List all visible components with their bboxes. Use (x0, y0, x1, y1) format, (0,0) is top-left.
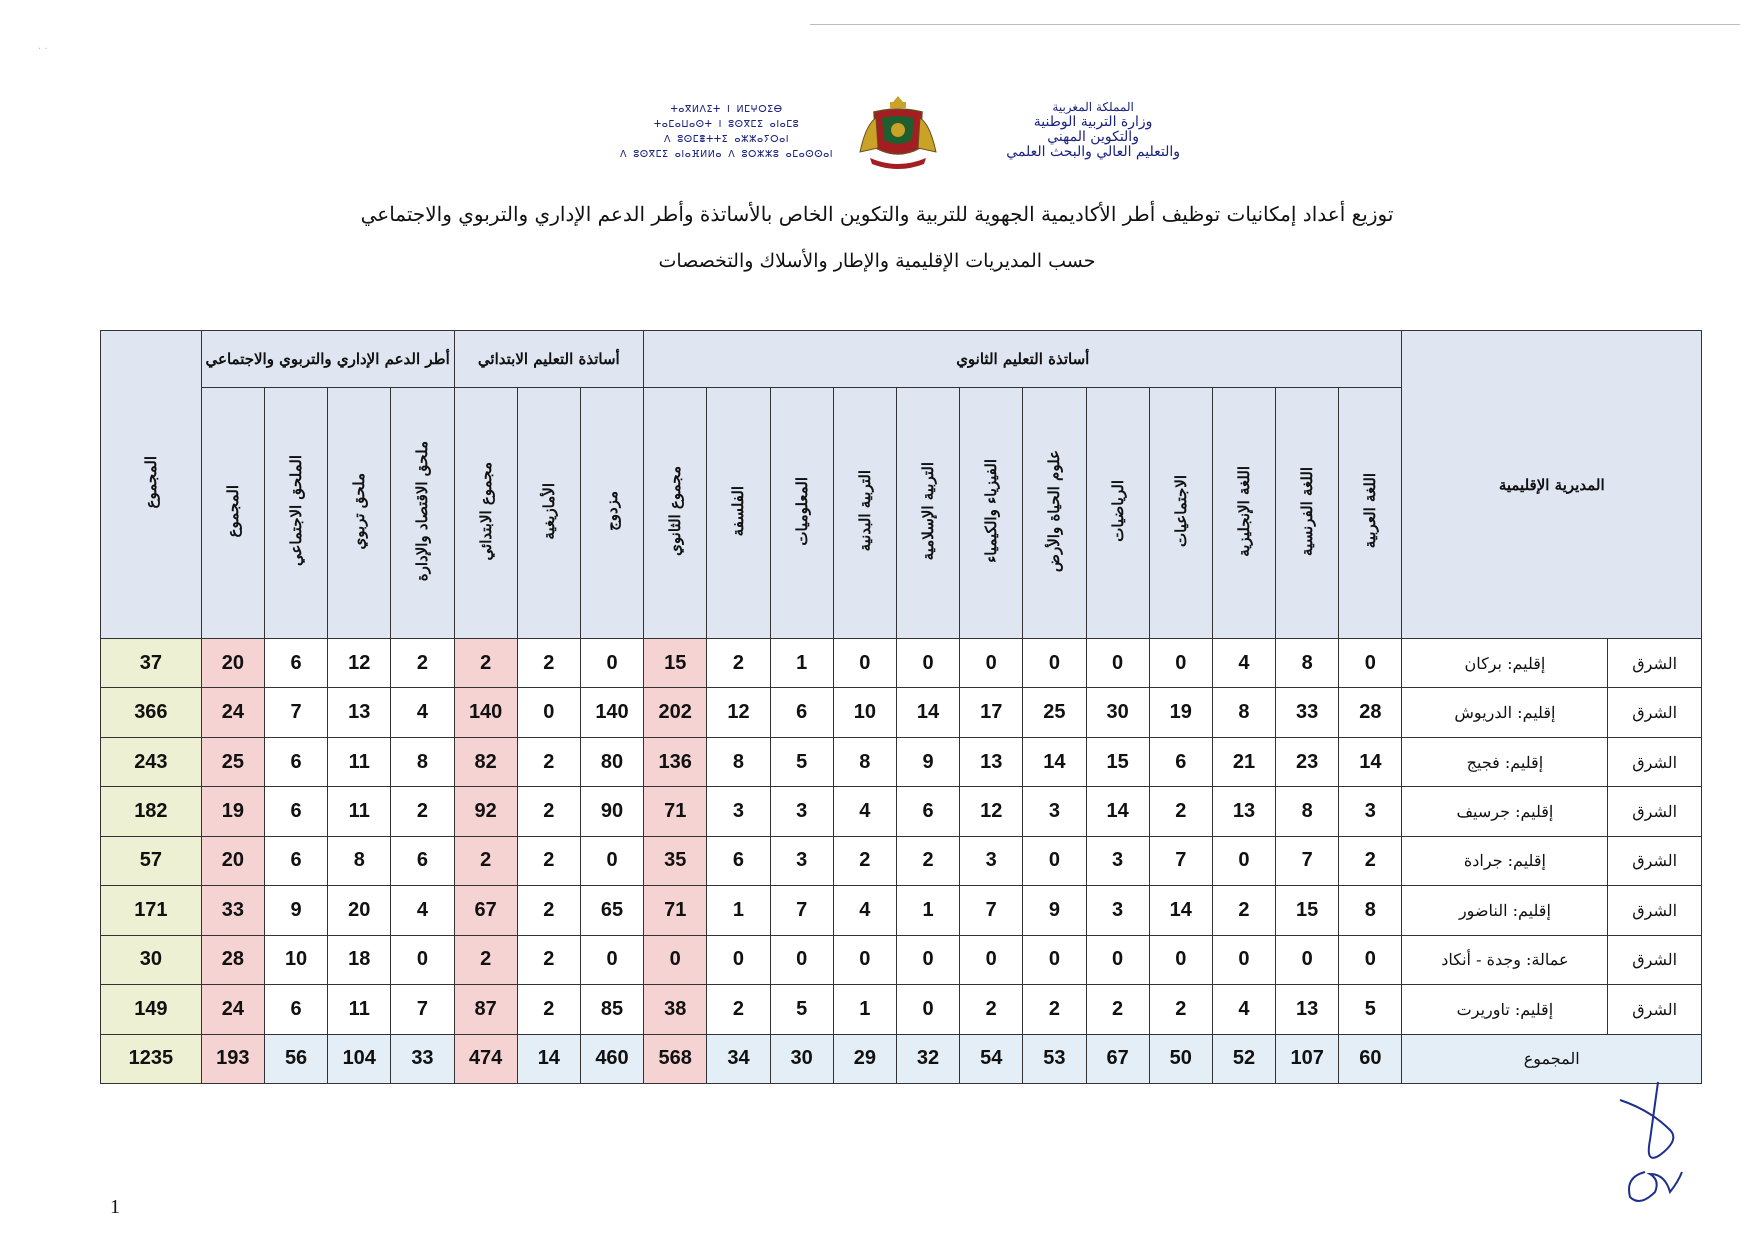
cell-primary: 2 (517, 639, 580, 688)
totals-secondary: 67 (1086, 1034, 1149, 1084)
cell-secondary: 7 (770, 886, 833, 935)
cell-support: 7 (264, 688, 327, 737)
cell-secondary: 5 (770, 737, 833, 786)
col-header-primary (517, 388, 580, 639)
col-header-label: مزدوج (603, 491, 621, 531)
cell-secondary: 2 (1212, 886, 1275, 935)
cell-secondary: 19 (1149, 688, 1212, 737)
cell-region: الشرق (1608, 935, 1702, 984)
cell-region: الشرق (1608, 639, 1702, 688)
cell-province: إقليم: تاوريرت (1402, 985, 1608, 1034)
cell-support: 2 (391, 639, 454, 688)
cell-support-total: 20 (201, 836, 264, 885)
col-header-label: اللغة العربية (1361, 473, 1380, 549)
cell-secondary: 2 (1339, 836, 1402, 885)
cell-secondary: 0 (896, 935, 959, 984)
cell-secondary: 8 (1339, 886, 1402, 935)
cell-secondary: 13 (960, 737, 1023, 786)
col-header-label: الفلسفة (729, 485, 748, 537)
cell-province: إقليم: فجيج (1402, 737, 1608, 786)
cell-secondary: 17 (960, 688, 1023, 737)
col-header-label: الأمازيغية (539, 482, 558, 540)
col-header-label: الاجتماعيات (1171, 475, 1190, 547)
cell-secondary: 15 (1086, 737, 1149, 786)
totals-secondary: 568 (644, 1034, 707, 1084)
cell-secondary: 12 (960, 787, 1023, 836)
cell-region: الشرق (1608, 886, 1702, 935)
cell-support: 12 (328, 639, 391, 688)
cell-secondary-total: 35 (644, 836, 707, 885)
cell-primary: 0 (580, 836, 643, 885)
cell-secondary: 0 (1086, 935, 1149, 984)
cell-secondary: 2 (707, 639, 770, 688)
totals-grand-total: 1235 (101, 1034, 202, 1084)
cell-support-total: 24 (201, 985, 264, 1034)
cell-secondary: 14 (1086, 787, 1149, 836)
cell-secondary: 0 (1023, 935, 1086, 984)
table-row (101, 688, 1702, 737)
cell-secondary: 0 (1276, 935, 1339, 984)
cell-primary: 0 (580, 935, 643, 984)
cell-secondary: 1 (833, 985, 896, 1034)
cell-primary: 2 (517, 886, 580, 935)
col-header-secondary (1339, 388, 1402, 639)
arabic-org-line: وزارة التربية الوطنية (1033, 114, 1153, 130)
cell-secondary: 21 (1212, 737, 1275, 786)
arabic-org-line: المملكة المغربية (1052, 100, 1134, 114)
cell-secondary: 0 (707, 935, 770, 984)
col-header-secondary-total (644, 388, 707, 639)
totals-primary: 460 (580, 1034, 643, 1084)
cell-secondary: 2 (960, 985, 1023, 1034)
group-header-primary: أساتذة التعليم الابتدائي (454, 331, 644, 388)
cell-secondary: 0 (1149, 639, 1212, 688)
col-header-label: التربية البدنية (855, 470, 874, 552)
cell-primary: 90 (580, 787, 643, 836)
cell-region: الشرق (1608, 688, 1702, 737)
cell-support-total: 25 (201, 737, 264, 786)
table-row (101, 935, 1702, 984)
cell-primary-total: 92 (454, 787, 517, 836)
cell-primary-total: 140 (454, 688, 517, 737)
page-number: 1 (110, 1196, 120, 1218)
cell-secondary-total: 71 (644, 787, 707, 836)
cell-region: الشرق (1608, 737, 1702, 786)
cell-region: الشرق (1608, 787, 1702, 836)
cell-secondary: 2 (1149, 985, 1212, 1034)
col-header-support-total (201, 388, 264, 639)
cell-secondary: 4 (833, 787, 896, 836)
signature-icon (1600, 1080, 1720, 1210)
cell-grand-total: 37 (101, 639, 202, 688)
totals-primary: 14 (517, 1034, 580, 1084)
table-row (101, 639, 1702, 688)
col-header-label: اللغة الفرنسية (1298, 466, 1317, 556)
cell-support: 8 (391, 737, 454, 786)
cell-secondary: 8 (1276, 787, 1339, 836)
arabic-org-line: والتكوين المهني (1047, 129, 1139, 145)
col-header-primary-total (454, 388, 517, 639)
totals-secondary: 50 (1149, 1034, 1212, 1084)
cell-support-total: 24 (201, 688, 264, 737)
cell-primary-total: 2 (454, 836, 517, 885)
col-header-label: التربية الإسلامية (919, 461, 938, 561)
cell-support: 2 (391, 787, 454, 836)
cell-secondary: 0 (833, 639, 896, 688)
tifinagh-line: ⴷ ⵓⵙⵎⴻⵜⵜⵉ ⴰⵣⵣⴰⵢⵔⴰⵏ (664, 134, 790, 145)
cell-secondary: 2 (1149, 787, 1212, 836)
cell-secondary: 3 (1086, 836, 1149, 885)
letterhead (620, 92, 1180, 184)
cell-secondary: 2 (833, 836, 896, 885)
cell-support: 6 (391, 836, 454, 885)
cell-secondary: 4 (1212, 985, 1275, 1034)
cell-secondary: 8 (1212, 688, 1275, 737)
cell-secondary: 0 (1212, 935, 1275, 984)
cell-secondary: 4 (1212, 639, 1275, 688)
cell-secondary: 13 (1212, 787, 1275, 836)
cell-support: 11 (328, 737, 391, 786)
totals-secondary: 52 (1212, 1034, 1275, 1084)
col-header-directorate: المديرية الإقليمية (1402, 331, 1702, 639)
cell-support: 0 (391, 935, 454, 984)
cell-grand-total: 171 (101, 886, 202, 935)
totals-secondary: 54 (960, 1034, 1023, 1084)
top-rule (810, 24, 1740, 25)
cell-primary: 2 (517, 787, 580, 836)
cell-secondary-total: 15 (644, 639, 707, 688)
cell-secondary: 9 (1023, 886, 1086, 935)
cell-secondary: 3 (1339, 787, 1402, 836)
col-header-label: علوم الحياة والأرض (1045, 449, 1064, 573)
cell-primary-total: 82 (454, 737, 517, 786)
col-header-label: مجموع الثانوي (666, 466, 685, 556)
arabic-org-name (1006, 100, 1180, 160)
cell-primary: 2 (517, 985, 580, 1034)
cell-grand-total: 182 (101, 787, 202, 836)
col-header-secondary (896, 388, 959, 639)
cell-secondary: 0 (1339, 935, 1402, 984)
col-header-label: مجموع الابتدائي (476, 461, 495, 561)
totals-label: المجموع (1402, 1034, 1702, 1084)
col-header-secondary (1276, 388, 1339, 639)
cell-support: 9 (264, 886, 327, 935)
arabic-org-line: والتعليم العالي والبحث العلمي (1006, 144, 1180, 160)
totals-secondary: 30 (770, 1034, 833, 1084)
cell-secondary: 8 (833, 737, 896, 786)
tifinagh-org-name (620, 102, 833, 162)
cell-secondary: 33 (1276, 688, 1339, 737)
cell-support: 18 (328, 935, 391, 984)
totals-secondary: 107 (1276, 1034, 1339, 1084)
scan-speck: · · (38, 44, 48, 55)
cell-secondary: 7 (1276, 836, 1339, 885)
cell-secondary: 0 (1149, 935, 1212, 984)
col-header-label: المجموع (223, 484, 242, 538)
cell-secondary: 13 (1276, 985, 1339, 1034)
col-header-label: الفيزياء والكيمياء (982, 459, 1001, 563)
table-row (101, 886, 1702, 935)
cell-region: الشرق (1608, 985, 1702, 1034)
col-header-label: ملحق تربوي (350, 472, 369, 550)
cell-secondary: 3 (1023, 787, 1086, 836)
cell-support: 4 (391, 886, 454, 935)
cell-secondary-total: 38 (644, 985, 707, 1034)
tifinagh-line: ⴷ ⵓⵙⴳⵎⵉ ⴰⵏⴰⴼⵍⵍⴰ ⴷ ⵓⵔⵣⵣⵓ ⴰⵎⴰⵙⵙⴰⵏ (620, 149, 834, 160)
cell-secondary: 5 (770, 985, 833, 1034)
cell-grand-total: 30 (101, 935, 202, 984)
cell-secondary: 0 (1339, 639, 1402, 688)
cell-secondary: 3 (770, 787, 833, 836)
cell-secondary: 7 (1149, 836, 1212, 885)
cell-primary: 80 (580, 737, 643, 786)
cell-secondary: 6 (1149, 737, 1212, 786)
cell-primary-total: 2 (454, 935, 517, 984)
cell-secondary: 0 (960, 639, 1023, 688)
col-header-secondary (833, 388, 896, 639)
cell-support: 11 (328, 787, 391, 836)
cell-support: 4 (391, 688, 454, 737)
cell-secondary: 4 (833, 886, 896, 935)
cell-grand-total: 149 (101, 985, 202, 1034)
cell-primary: 65 (580, 886, 643, 935)
document-title: توزيع أعداد إمكانيات توظيف أطر الأكاديمية الجهوية للتربية والتكوين الخاص بالأساتذة وأطر الدعم الإداري والتربوي والاجتماعي (360, 202, 1394, 226)
table-row (101, 836, 1702, 885)
cell-support: 8 (328, 836, 391, 885)
cell-primary-total: 67 (454, 886, 517, 935)
cell-primary: 140 (580, 688, 643, 737)
cell-secondary: 30 (1086, 688, 1149, 737)
cell-support: 11 (328, 985, 391, 1034)
tifinagh-line: ⵜⴰⴳⵍⴷⵉⵜ ⵏ ⵍⵎⵖⵔⵉⴱ (670, 104, 783, 115)
cell-support: 13 (328, 688, 391, 737)
table-row (101, 737, 1702, 786)
col-header-secondary (770, 388, 833, 639)
totals-support: 33 (391, 1034, 454, 1084)
cell-region: الشرق (1608, 836, 1702, 885)
group-header-secondary: أساتذة التعليم الثانوي (644, 331, 1402, 388)
col-header-label: المعلوميات (792, 476, 811, 546)
col-header-label: ملحق الاقتصاد والإدارة (413, 440, 432, 582)
totals-secondary: 53 (1023, 1034, 1086, 1084)
cell-secondary: 9 (896, 737, 959, 786)
totals-support: 56 (264, 1034, 327, 1084)
cell-primary: 2 (517, 836, 580, 885)
col-header-secondary (1149, 388, 1212, 639)
cell-support: 6 (264, 639, 327, 688)
totals-support: 193 (201, 1034, 264, 1084)
cell-secondary: 12 (707, 688, 770, 737)
cell-province: إقليم: جرسيف (1402, 787, 1608, 836)
cell-support: 6 (264, 737, 327, 786)
cell-secondary: 2 (707, 985, 770, 1034)
cell-secondary: 5 (1339, 985, 1402, 1034)
coat-of-arms-icon (852, 92, 944, 172)
cell-grand-total: 243 (101, 737, 202, 786)
cell-support: 6 (264, 787, 327, 836)
cell-secondary: 2 (896, 836, 959, 885)
col-header-support (328, 388, 391, 639)
cell-secondary: 15 (1276, 886, 1339, 935)
cell-primary: 2 (517, 737, 580, 786)
cell-primary-total: 87 (454, 985, 517, 1034)
cell-secondary: 6 (896, 787, 959, 836)
group-header-support: أطر الدعم الإداري والتربوي والاجتماعي (201, 331, 454, 388)
table-body (101, 639, 1702, 1084)
cell-secondary: 0 (770, 935, 833, 984)
cell-secondary: 1 (896, 886, 959, 935)
cell-primary-total: 2 (454, 639, 517, 688)
cell-secondary: 7 (960, 886, 1023, 935)
cell-secondary-total: 136 (644, 737, 707, 786)
cell-secondary: 2 (1023, 985, 1086, 1034)
cell-secondary: 25 (1023, 688, 1086, 737)
cell-support: 7 (391, 985, 454, 1034)
cell-province: إقليم: الدريوش (1402, 688, 1608, 737)
cell-secondary: 6 (770, 688, 833, 737)
cell-secondary: 0 (896, 639, 959, 688)
cell-secondary: 3 (707, 787, 770, 836)
cell-secondary: 0 (1086, 639, 1149, 688)
cell-support-total: 28 (201, 935, 264, 984)
cell-support-total: 20 (201, 639, 264, 688)
cell-secondary: 1 (707, 886, 770, 935)
cell-secondary-total: 0 (644, 935, 707, 984)
col-header-secondary (1212, 388, 1275, 639)
cell-secondary: 0 (960, 935, 1023, 984)
cell-province: إقليم: جرادة (1402, 836, 1608, 885)
cell-secondary: 1 (770, 639, 833, 688)
cell-secondary: 14 (1339, 737, 1402, 786)
col-header-secondary (1086, 388, 1149, 639)
cell-support: 20 (328, 886, 391, 935)
cell-secondary: 2 (1086, 985, 1149, 1034)
cell-secondary: 0 (1023, 639, 1086, 688)
cell-secondary: 3 (960, 836, 1023, 885)
document-subtitle: حسب المديريات الإقليمية والإطار والأسلاك والتخصصات (658, 250, 1096, 272)
cell-support-total: 33 (201, 886, 264, 935)
cell-secondary: 0 (1023, 836, 1086, 885)
col-header-primary (580, 388, 643, 639)
cell-secondary: 8 (707, 737, 770, 786)
col-header-secondary (1023, 388, 1086, 639)
cell-province: عمالة: وجدة - أنكاد (1402, 935, 1608, 984)
col-header-support (391, 388, 454, 639)
cell-support: 6 (264, 836, 327, 885)
cell-support: 10 (264, 935, 327, 984)
col-header-label: اللغة الإنجليزية (1234, 465, 1253, 557)
col-header-label: المجموع (141, 456, 160, 509)
cell-province: إقليم: بركان (1402, 639, 1608, 688)
cell-primary: 2 (517, 935, 580, 984)
totals-secondary: 29 (833, 1034, 896, 1084)
cell-secondary: 23 (1276, 737, 1339, 786)
cell-secondary: 6 (707, 836, 770, 885)
cell-secondary: 0 (833, 935, 896, 984)
cell-province: إقليم: الناضور (1402, 886, 1608, 935)
cell-secondary: 0 (896, 985, 959, 1034)
totals-row (101, 1034, 1702, 1084)
cell-primary: 0 (517, 688, 580, 737)
col-header-secondary (960, 388, 1023, 639)
cell-secondary: 0 (1212, 836, 1275, 885)
table-row (101, 787, 1702, 836)
cell-grand-total: 57 (101, 836, 202, 885)
cell-grand-total: 366 (101, 688, 202, 737)
cell-primary: 85 (580, 985, 643, 1034)
cell-secondary: 8 (1276, 639, 1339, 688)
col-header-label: الرياضيات (1108, 480, 1127, 542)
totals-primary: 474 (454, 1034, 517, 1084)
totals-support: 104 (328, 1034, 391, 1084)
cell-secondary: 28 (1339, 688, 1402, 737)
cell-secondary: 14 (1023, 737, 1086, 786)
cell-secondary-total: 202 (644, 688, 707, 737)
totals-secondary: 60 (1339, 1034, 1402, 1084)
cell-support-total: 19 (201, 787, 264, 836)
totals-secondary: 32 (896, 1034, 959, 1084)
cell-primary: 0 (580, 639, 643, 688)
cell-secondary: 14 (1149, 886, 1212, 935)
col-header-secondary (707, 388, 770, 639)
cell-secondary-total: 71 (644, 886, 707, 935)
table-row (101, 985, 1702, 1034)
cell-secondary: 14 (896, 688, 959, 737)
cell-secondary: 10 (833, 688, 896, 737)
cell-secondary: 3 (770, 836, 833, 885)
cell-secondary: 3 (1086, 886, 1149, 935)
tifinagh-line: ⵜⴰⵎⴰⵡⴰⵙⵜ ⵏ ⵓⵙⴳⵎⵉ ⴰⵏⴰⵎⵓ (653, 119, 800, 130)
allocation-table (100, 330, 1702, 1084)
col-header-grand-total (101, 331, 202, 639)
col-header-label: الملحق الاجتماعي (287, 455, 306, 567)
cell-support: 6 (264, 985, 327, 1034)
totals-secondary: 34 (707, 1034, 770, 1084)
col-header-support (264, 388, 327, 639)
